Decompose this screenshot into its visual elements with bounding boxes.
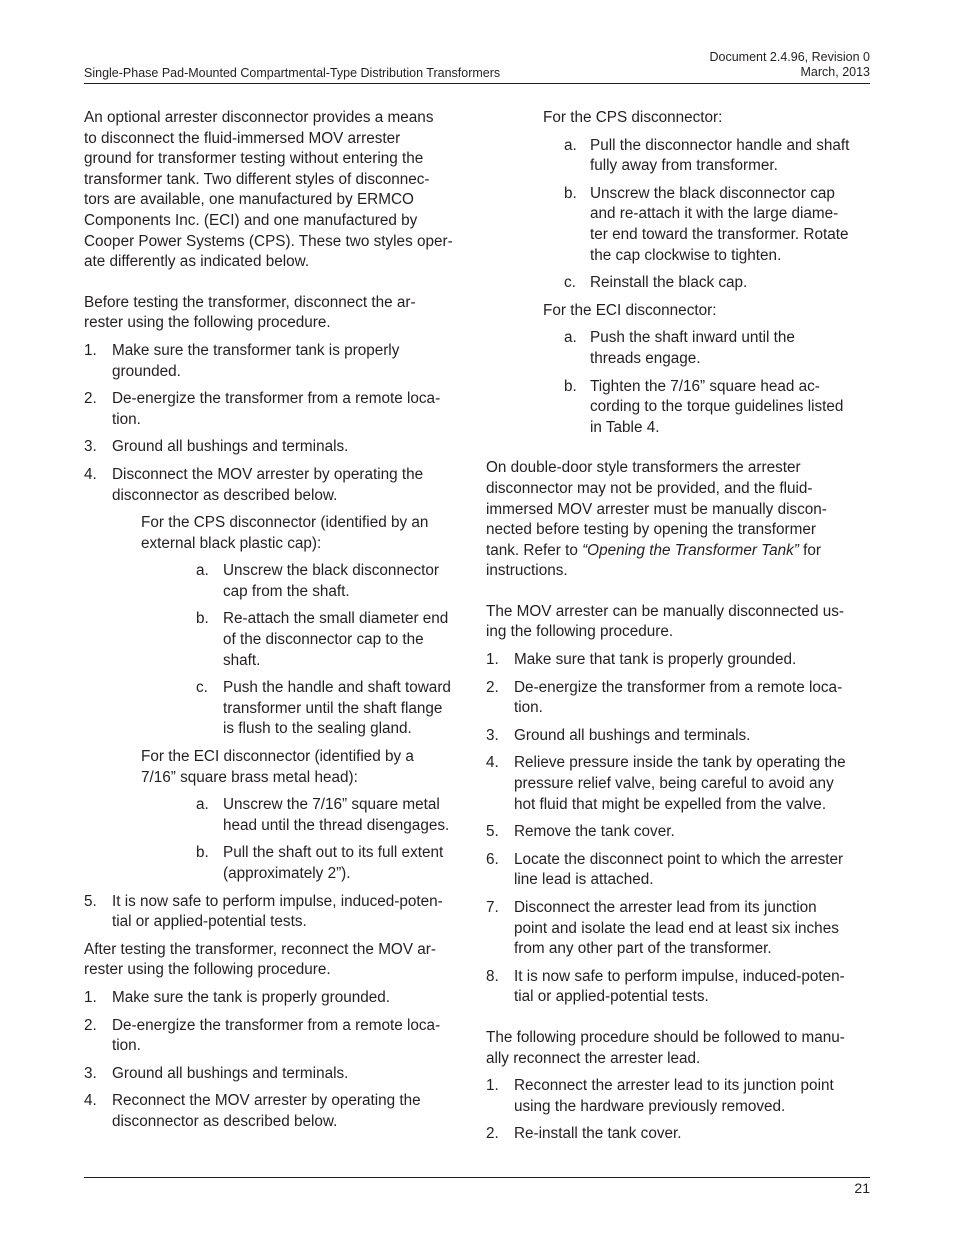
right-column <box>486 108 872 1152</box>
document-date: March, 2013 <box>800 65 870 79</box>
list-text: Unscrew the black disconnector cap and re-attach it with the large diame- ter end toward the transformer. Rotate the cap clockwise to tighten. <box>590 184 849 264</box>
list-text: Push the handle and shaft toward transformer until the shaft flange is flush to the sealing gland. <box>223 679 451 738</box>
list-text: Disconnect the arrester lead from its junction point and isolate the lead end at least six inches from any other part of the transformer. <box>514 899 839 958</box>
list-number: 8. <box>486 967 499 985</box>
list-item <box>84 561 468 602</box>
section-reference: “Opening the Transformer Tank” <box>582 541 799 559</box>
list-number: b. <box>196 844 209 862</box>
list-item <box>486 822 872 843</box>
list-item <box>486 377 872 439</box>
eci-reconnect-title: For the ECI disconnector: <box>543 301 717 319</box>
cps-disconnect-steps <box>84 561 468 740</box>
list-number: 1. <box>486 1077 499 1095</box>
running-header-title: Single-Phase Pad-Mounted Compartmental-Type Distribution Transformers <box>84 66 501 80</box>
intro-paragraph: An optional arrester disconnector provides a means to disconnect the fluid-immersed MOV arrester ground for transformer testing without entering the transformer tank. Two different styles of disconnec- tors are available, one manufactured by ERMCO Components Inc. (ECI) and one manufactured by Cooper Power Systems (CPS). These two styles oper- ate differently as indicated below. <box>84 109 453 271</box>
mov-intro-paragraph: The MOV arrester can be manually disconnected us- ing the following procedure. <box>486 602 844 641</box>
list-text: Reinstall the black cap. <box>590 274 748 292</box>
list-text: It is now safe to perform impulse, induced-poten- tial or applied-potential tests. <box>514 967 845 1006</box>
step-5 <box>84 892 468 933</box>
list-number: 2. <box>84 1016 97 1034</box>
list-item <box>486 726 872 747</box>
list-number: 1. <box>486 651 499 669</box>
list-number: 3. <box>84 1064 97 1082</box>
list-number: 4. <box>84 465 97 483</box>
disconnect-steps <box>84 341 468 506</box>
list-number: a. <box>196 562 209 580</box>
list-item <box>486 678 872 719</box>
list-item <box>486 898 872 960</box>
list-text: Make sure the tank is properly grounded. <box>112 988 391 1006</box>
left-column <box>84 108 468 1140</box>
list-item <box>486 850 872 891</box>
double-door-paragraph: On double-door style transformers the arrester disconnector may not be provided, and the fluid- immersed MOV arrester must be manually discon- nected before testing by opening the transformer tank. Refer to “Opening the Transformer Tank” for instructions. <box>486 459 827 580</box>
list-item <box>486 650 872 671</box>
list-number: 7. <box>486 899 499 916</box>
list-text: Re-attach the small diameter end of the disconnector cap to the shaft. <box>223 610 449 669</box>
cps-intro: For the CPS disconnector (identified by an external black plastic cap): <box>141 514 429 552</box>
list-text: Pull the shaft out to its full extent (approximately 2”). <box>223 844 444 882</box>
list-item <box>84 678 468 740</box>
list-number: 3. <box>486 726 499 744</box>
list-text: Remove the tank cover. <box>514 823 675 841</box>
list-number: a. <box>196 796 209 814</box>
list-item <box>84 1091 468 1132</box>
manual-reconnect-steps <box>486 1076 872 1145</box>
page-number: 21 <box>854 1180 870 1196</box>
list-text: Re-install the tank cover. <box>514 1125 682 1143</box>
list-number: 1. <box>84 988 97 1006</box>
footer-rule <box>84 1177 870 1178</box>
list-text: Ground all bushings and terminals. <box>514 726 751 744</box>
list-item <box>84 1064 468 1085</box>
list-text: Unscrew the 7/16” square metal head until the thread disengages. <box>223 796 450 834</box>
eci-intro: For the ECI disconnector (identified by a 7/16” square brass metal head): <box>141 748 414 786</box>
list-item <box>84 389 468 430</box>
list-number: 6. <box>486 850 499 868</box>
list-text: Disconnect the MOV arrester by operating the disconnector as described below. <box>112 465 424 504</box>
mov-disconnect-steps <box>486 650 872 1008</box>
list-text: De-energize the transformer from a remote loca- tion. <box>112 390 441 428</box>
list-text: Make sure that tank is properly grounded. <box>514 651 797 669</box>
list-number: a. <box>564 136 577 154</box>
list-item <box>486 184 872 266</box>
list-text: Reconnect the MOV arrester by operating the disconnector as described below. <box>112 1092 421 1130</box>
header-rule <box>84 83 870 84</box>
list-item <box>84 437 468 458</box>
list-item <box>84 341 468 382</box>
list-item <box>486 1124 872 1145</box>
list-number: 2. <box>486 678 499 696</box>
list-number: b. <box>564 377 577 395</box>
list-number: 1. <box>84 341 97 359</box>
list-text: Tighten the 7/16” square head ac- cording to the torque guidelines listed in Table 4. <box>590 377 844 436</box>
list-number: 4. <box>486 754 499 772</box>
cps-reconnect-steps <box>486 136 872 294</box>
reconnect-intro-paragraph: The following procedure should be followed to manu- ally reconnect the arrester lead. <box>486 1028 845 1067</box>
list-item <box>486 273 872 294</box>
list-number: 2. <box>486 1125 499 1143</box>
list-item <box>84 609 468 671</box>
list-text: Ground all bushings and terminals. <box>112 1064 349 1082</box>
list-text: It is now safe to perform impulse, induced-poten- tial or applied-potential tests. <box>112 892 443 931</box>
list-number: a. <box>564 329 577 347</box>
list-text: Pull the disconnector handle and shaft fully away from transformer. <box>590 136 850 175</box>
list-item <box>486 328 872 369</box>
list-number: 5. <box>486 823 499 841</box>
list-item <box>486 1076 872 1117</box>
list-number: 5. <box>84 892 97 910</box>
list-item <box>84 795 468 836</box>
list-item <box>84 465 468 506</box>
document-info <box>709 50 870 80</box>
list-item <box>84 1016 468 1057</box>
list-number: 4. <box>84 1092 97 1110</box>
list-text: Relieve pressure inside the tank by operating the pressure relief valve, being careful to avoid any hot fluid that might be expelled from the valve. <box>514 754 846 813</box>
list-item <box>486 753 872 815</box>
list-number: b. <box>196 610 209 628</box>
eci-disconnect-steps <box>84 795 468 884</box>
cps-reconnect-title: For the CPS disconnector: <box>543 109 723 126</box>
list-item <box>486 136 872 177</box>
list-text: Reconnect the arrester lead to its junction point using the hardware previously removed. <box>514 1077 834 1115</box>
list-number: b. <box>564 184 577 202</box>
list-item <box>84 988 468 1009</box>
list-text: De-energize the transformer from a remote loca- tion. <box>112 1016 441 1055</box>
list-text: Make sure the transformer tank is properly grounded. <box>112 341 400 380</box>
after-testing-paragraph: After testing the transformer, reconnect the MOV ar- rester using the following procedure. <box>84 940 436 979</box>
list-number: 3. <box>84 438 97 456</box>
list-number: c. <box>564 274 576 292</box>
list-text: Unscrew the black disconnector cap from the shaft. <box>223 562 439 600</box>
before-testing-paragraph: Before testing the transformer, disconnect the ar- rester using the following procedure. <box>84 293 416 332</box>
eci-reconnect-steps <box>486 328 872 438</box>
list-text: De-energize the transformer from a remote loca- tion. <box>514 678 843 717</box>
list-text: Ground all bushings and terminals. <box>112 438 349 456</box>
document-number: Document 2.4.96, Revision 0 <box>709 50 870 64</box>
list-item <box>486 967 872 1008</box>
list-text: Push the shaft inward until the threads engage. <box>590 329 795 367</box>
list-text: Locate the disconnect point to which the arrester line lead is attached. <box>514 850 844 889</box>
list-number: 2. <box>84 390 97 408</box>
list-number: c. <box>196 679 208 697</box>
list-item <box>84 843 468 884</box>
reconnect-steps <box>84 988 468 1133</box>
